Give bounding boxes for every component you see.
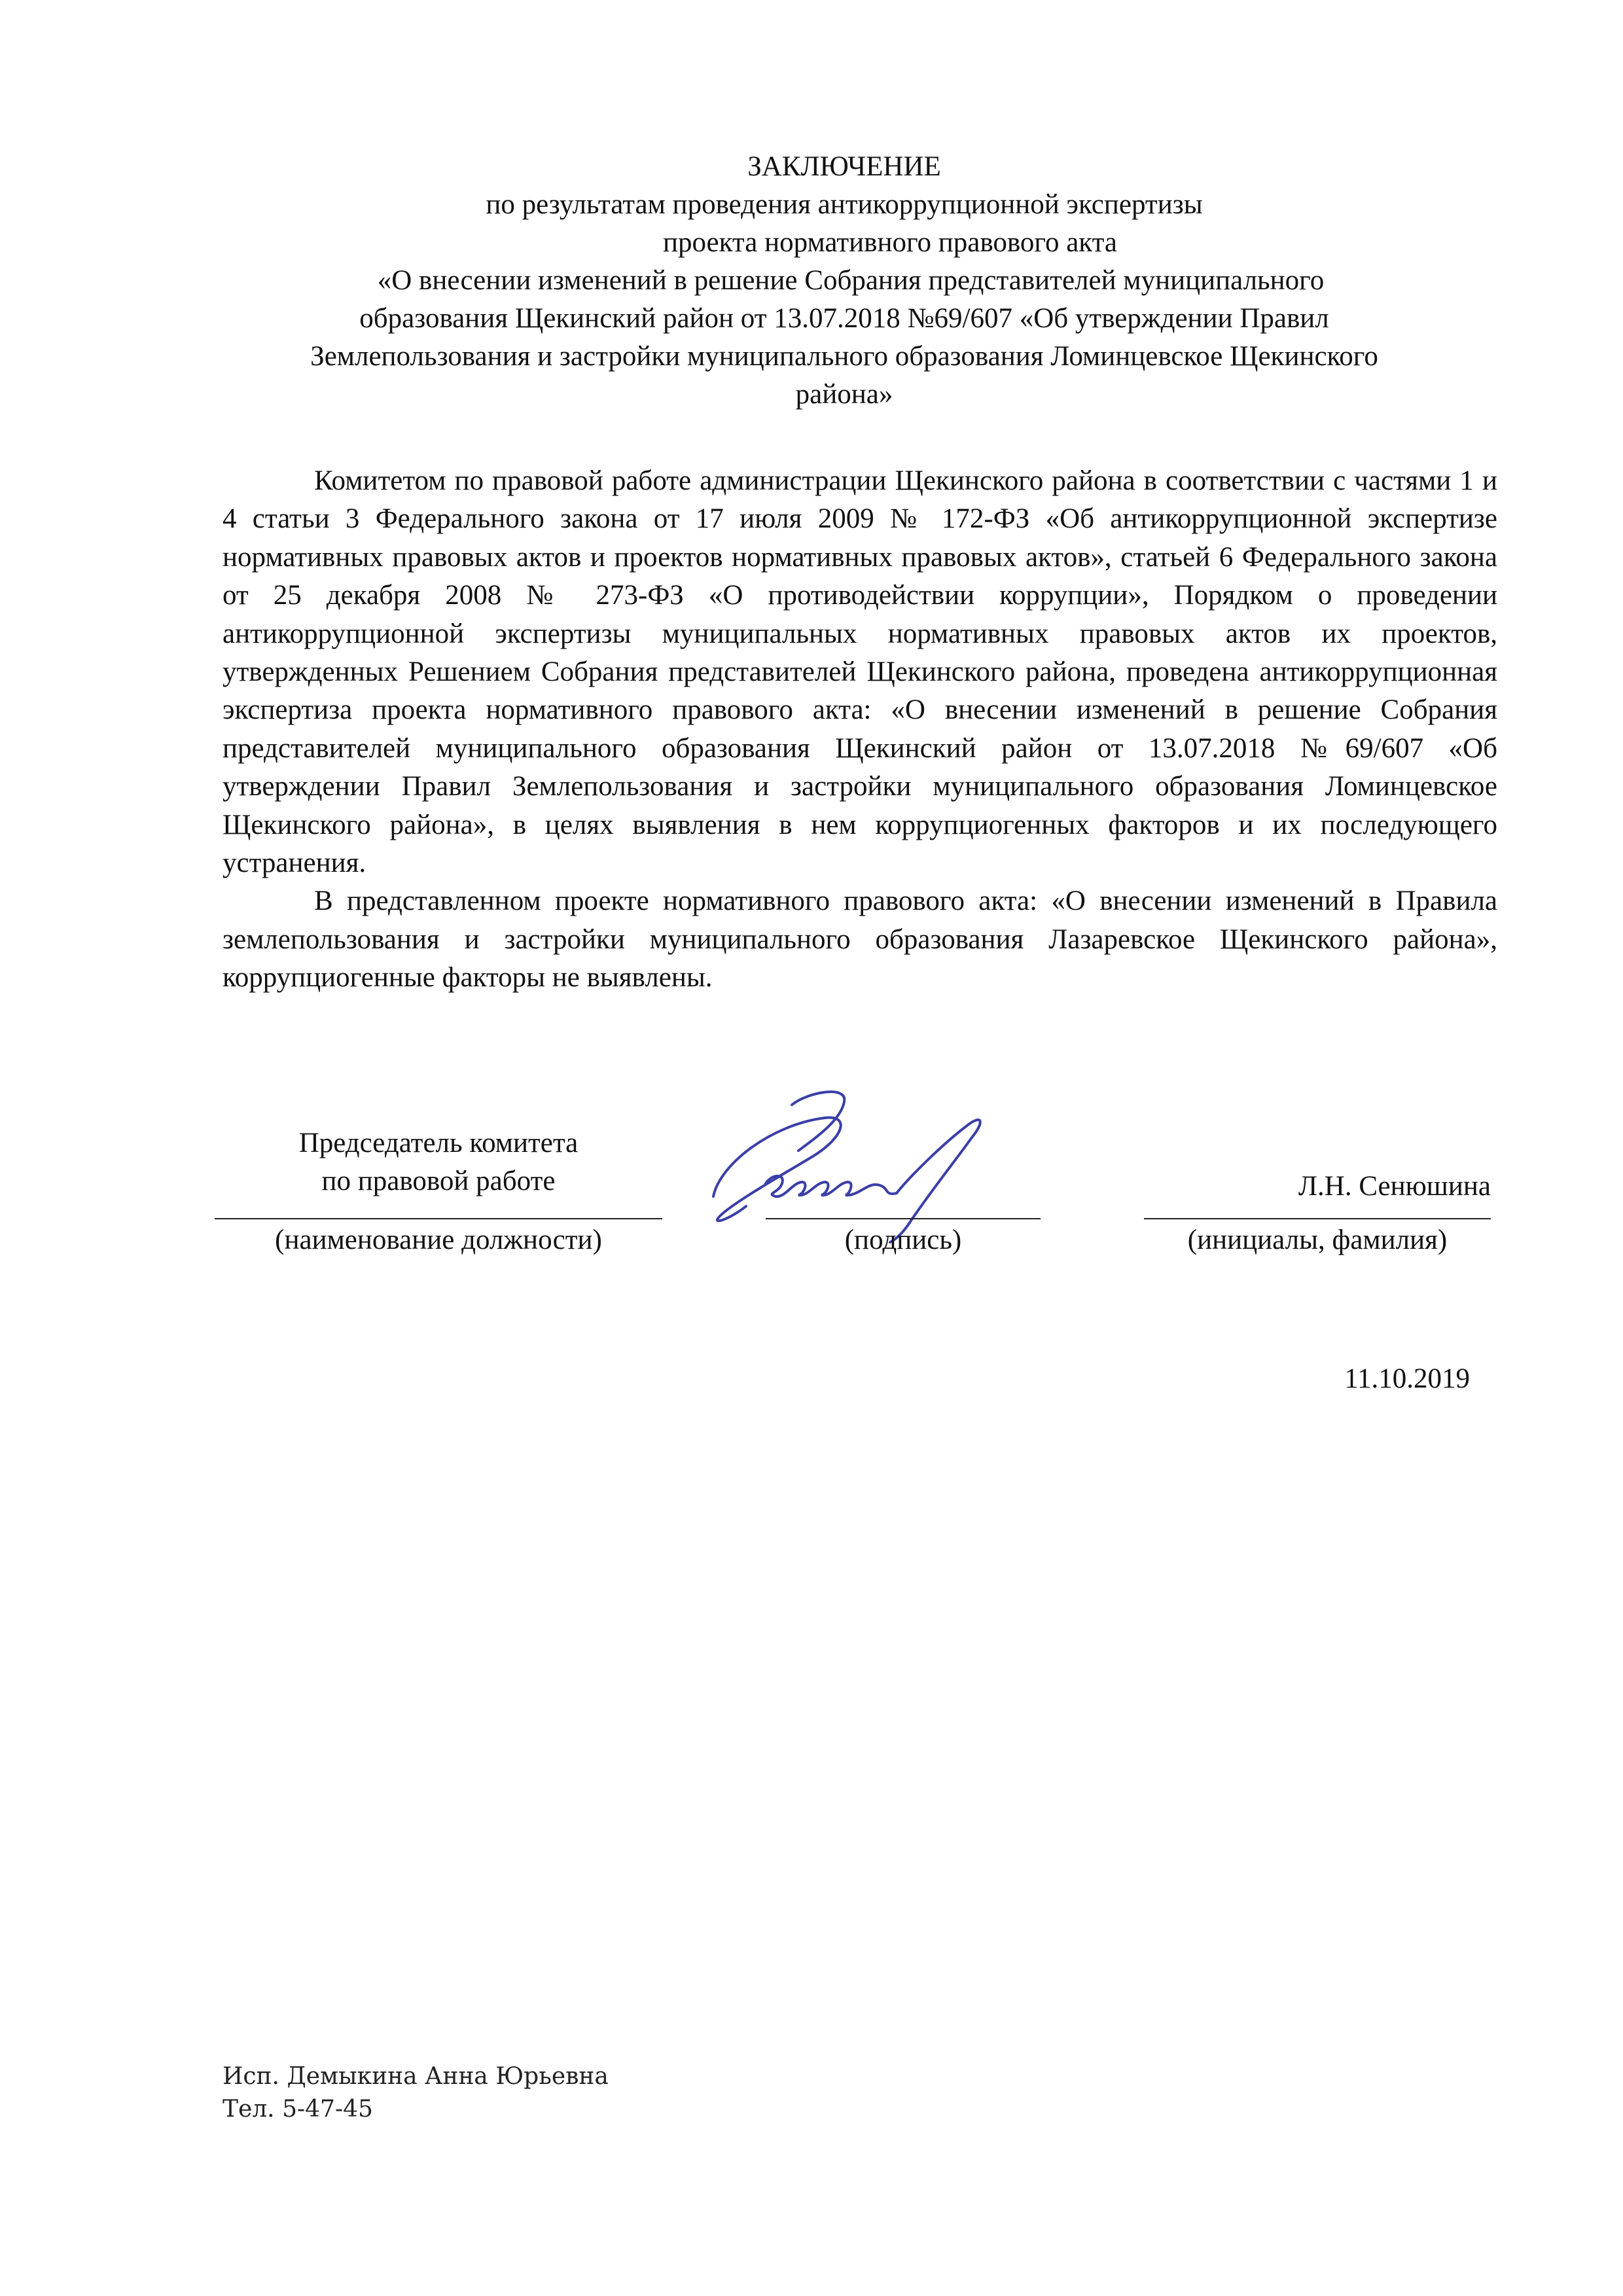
header-line-7: района» — [795, 379, 893, 410]
name-caption: (инициалы, фамилия) — [1187, 1225, 1448, 1255]
executor-name: Исп. Демыкина Анна Юрьевна — [223, 2063, 609, 2090]
body-paragraph-2: В представленном проекте нормативного правового акта: «О внесении изменений в Правила землепользования и застройки муниципального образования Лазаревское Щекинского района», коррупциогенные факторы не выявлены. — [223, 886, 1497, 994]
footer — [223, 2060, 609, 2126]
executor-phone: Тел. 5-47-45 — [223, 2096, 373, 2123]
document-title: ЗАКЛЮЧЕНИЕ — [747, 151, 941, 182]
header-line-4: «О внесении изменений в решение Собрания представителей муниципального — [377, 265, 1325, 296]
name-underline — [1144, 1218, 1491, 1219]
signature-caption: (подпись) — [844, 1225, 962, 1255]
signature-stroke — [792, 1092, 844, 1151]
signature-underline — [766, 1218, 1041, 1219]
signature-block — [0, 1124, 1623, 1268]
document-header — [196, 148, 1492, 414]
position-line-2: по правовой работе — [321, 1166, 556, 1196]
position-underline — [215, 1218, 662, 1219]
document-body — [223, 462, 1497, 997]
position-caption: (наименование должности) — [275, 1225, 602, 1255]
signer-name: Л.Н. Сенюшина — [1298, 1171, 1491, 1202]
signature-stroke — [766, 1176, 897, 1196]
header-line-2: по результатам проведения антикоррупционной экспертизы — [486, 189, 1203, 220]
header-line-5: образования Щекинский район от 13.07.2018 №69/607 «Об утверждении Правил — [359, 303, 1329, 334]
header-line-3: проекта нормативного правового акта — [662, 227, 1118, 258]
body-paragraph-1: Комитетом по правовой работе администрации Щекинского района в соответствии с частями 1 и 4 статьи 3 Федерального закона от 17 июля 2009 № 172-ФЗ «Об антикоррупционной экспертизе нормативных правовых актов и проектов нормативных правовых актов», статьей 6 Федерального закона от 25 декабря 2008 № 273-ФЗ «О противодействии коррупции», Порядком о проведении антикоррупционной экспертизы муниципальных нормативных правовых актов их проектов, утвержденных Решением Собрания представителей Щекинского района, проведена антикоррупционная экспертиза проекта нормативного правового акта: «О внесении изменений в решение Собрания представителей муниципального образования Щекинский район от 13.07.2018 №69/607 «Об утверждении Правил Землепользования и застройки муниципального образования Ломинцевское Щекинского района», в целях выявления в нем коррупциогенных факторов и их последующего устранения. — [223, 465, 1497, 879]
position-title — [215, 1124, 662, 1200]
header-line-6: Землепользования и застройки муниципального образования Ломинцевское Щекинского — [310, 341, 1378, 372]
document-date: 11.10.2019 — [1344, 1363, 1470, 1394]
position-line-1: Председатель комитета — [298, 1128, 579, 1158]
